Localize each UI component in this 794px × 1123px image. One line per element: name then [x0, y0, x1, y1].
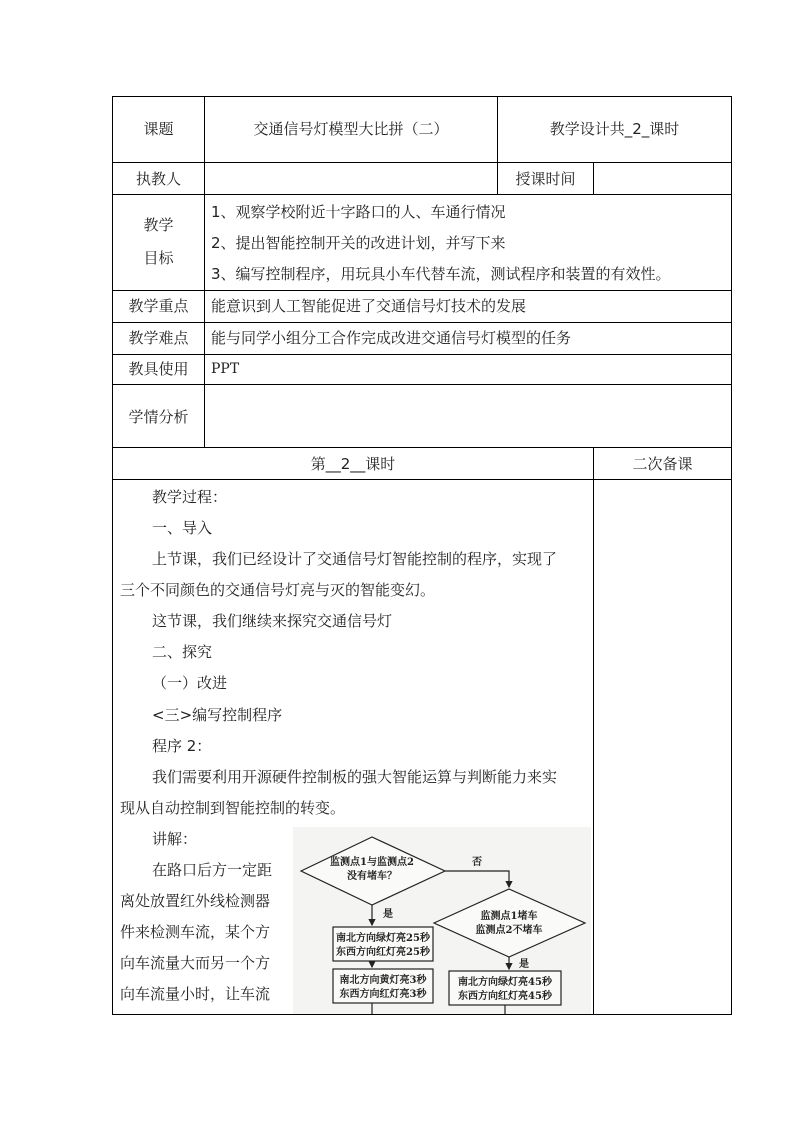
no-label: 否: [472, 857, 482, 868]
flowchart-image: [293, 827, 591, 1014]
box1-line1: 南北方向绿灯亮25秒: [336, 933, 430, 944]
key-points-value: 能意识到人工智能促进了交通信号灯技术的发展: [211, 297, 527, 315]
process-line: 教学过程：: [152, 488, 228, 506]
table-rule: [112, 447, 732, 448]
time-label: 授课时间: [515, 170, 576, 188]
design-total: 教学设计共_2_课时: [549, 120, 680, 138]
table-rule: [593, 447, 594, 1015]
no-arrow: [445, 871, 509, 887]
table-rule: [112, 354, 732, 355]
process-line: 三个不同颜色的交通信号灯亮与灭的智能变幻。: [120, 581, 436, 599]
difficulties-value: 能与同学小组分工合作完成改进交通信号灯模型的任务: [211, 329, 572, 347]
explain-line: 在路口后方一定距: [152, 861, 273, 879]
table-rule: [112, 162, 732, 163]
process-line: 一、导入: [152, 519, 213, 537]
objectives-label-line2: 目标: [143, 249, 174, 267]
explain-line: 离处放置红外线检测器: [120, 892, 271, 910]
process-line: 二、探究: [152, 643, 213, 661]
difficulties-label: 教学难点: [128, 329, 189, 347]
process-line: 程序 2：: [152, 737, 212, 755]
explain-line: 向车流量大而另一个方: [120, 954, 271, 972]
box2-line2: 东西方向红灯亮3秒: [339, 989, 427, 1000]
box3-line2: 东西方向红灯亮45秒: [458, 991, 552, 1002]
explain-line: 件来检测车流，某个方: [120, 923, 271, 941]
objective-item: 2、提出智能控制开关的改进计划，并写下来: [211, 234, 506, 252]
flowchart-diagram: [293, 827, 591, 1014]
yes-label-2: 是: [519, 959, 529, 970]
process-line: 这节课，我们继续来探究交通信号灯: [152, 612, 393, 630]
decision1-line1: 监测点1与监测点2: [330, 857, 414, 868]
process-line: 现从自动控制到智能控制的转变。: [120, 799, 346, 817]
subject-value: 交通信号灯模型大比拼（二）: [253, 120, 449, 138]
table-rule: [112, 194, 732, 195]
process-line: 我们需要利用开源硬件控制板的强大智能运算与判断能力来实: [152, 768, 558, 786]
table-border-top: [112, 96, 732, 97]
objective-item: 3、编写控制程序，用玩具小车代替车流，测试程序和装置的有效性。: [211, 265, 671, 283]
table-rule: [112, 384, 732, 385]
analysis-label: 学情分析: [128, 408, 189, 426]
table-rule: [204, 96, 205, 448]
objectives-label-line1: 教学: [143, 216, 174, 234]
table-rule: [112, 322, 732, 323]
decision2-line1: 监测点1堵车: [480, 911, 538, 922]
decision2-line2: 监测点2不堵车: [475, 925, 543, 936]
table-border-right: [731, 96, 732, 1015]
table-border-bottom: [112, 1014, 732, 1015]
box3-line1: 南北方向绿灯亮45秒: [458, 977, 552, 988]
tools-label: 教具使用: [128, 360, 189, 378]
explain-line: 向车流量小时，让车流: [120, 985, 271, 1003]
subject-label: 课题: [143, 120, 174, 138]
tools-value: PPT: [211, 361, 240, 377]
box2-line1: 南北方向黄灯亮3秒: [339, 975, 427, 986]
second-prep-label: 二次备课: [632, 455, 693, 473]
table-rule: [112, 479, 732, 480]
process-line: 上节课，我们已经设计了交通信号灯智能控制的程序，实现了: [152, 550, 558, 568]
box1-line2: 东西方向红灯亮25秒: [336, 947, 430, 958]
key-points-label: 教学重点: [128, 297, 189, 315]
objective-item: 1、观察学校附近十字路口的人、车通行情况: [211, 203, 506, 221]
decision-shape: [434, 889, 585, 957]
table-rule: [112, 290, 732, 291]
session-title: 第__2__课时: [310, 455, 396, 473]
process-line: （一）改进: [152, 674, 228, 692]
process-line: <三>编写控制程序: [152, 706, 283, 724]
teacher-label: 执教人: [135, 170, 181, 188]
decision1-line2: 没有堵车？: [347, 871, 397, 882]
yes-label-1: 是: [383, 909, 393, 920]
explain-label: 讲解：: [152, 830, 198, 848]
table-rule: [593, 162, 594, 195]
